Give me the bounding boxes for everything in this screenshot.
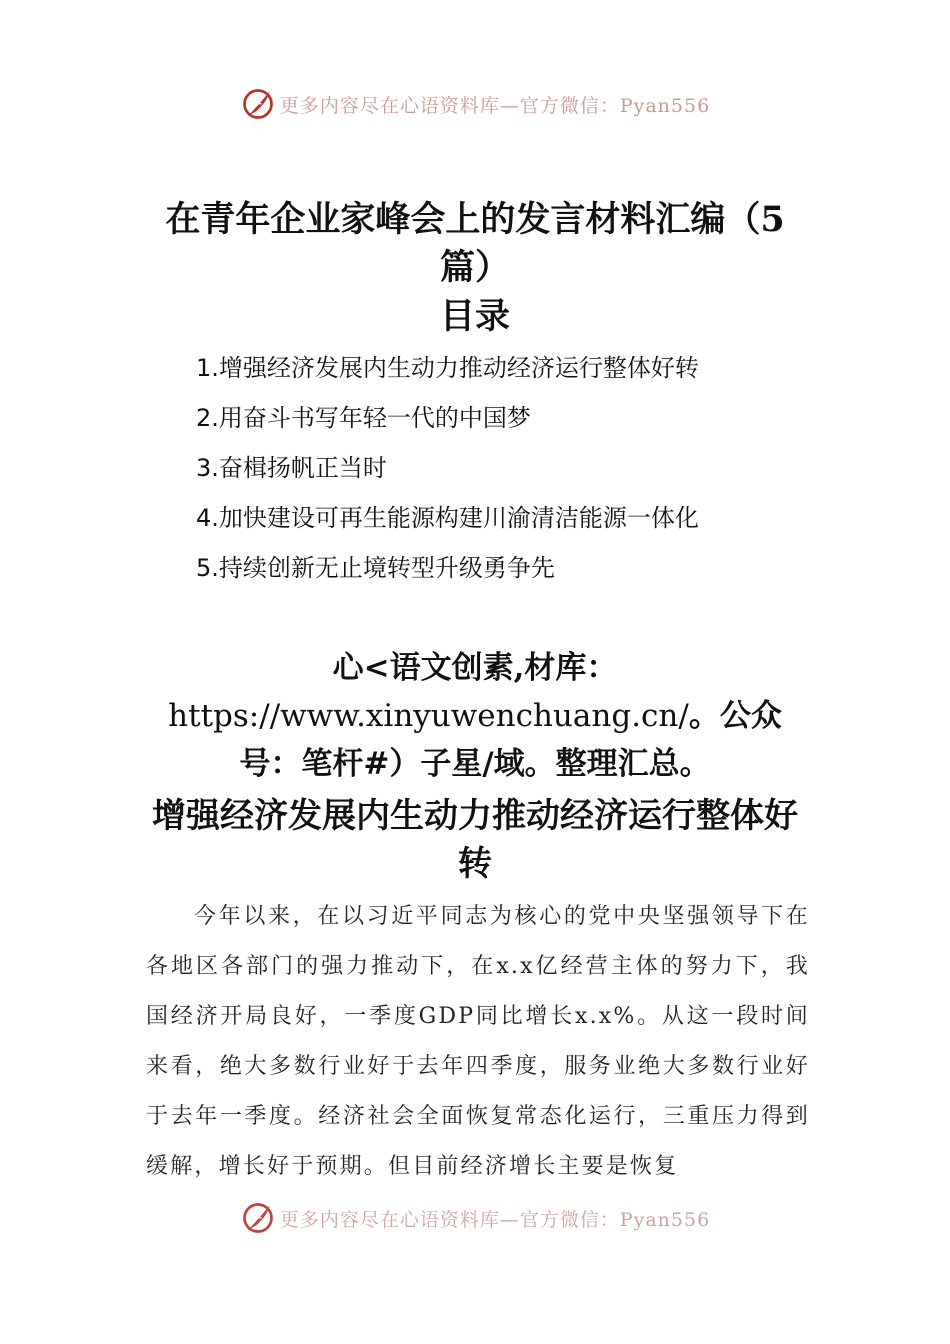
body-paragraph: 今年以来，在以习近平同志为核心的党中央坚强领导下在各地区各部门的强力推动下，在x.x亿经营主体的努力下，我国经济开局良好，一季度GDP同比增长x.x%。从这一段时间来看，绝大多数行业好于去年四季度，服务业绝大多数行业好于去年一季度。经济社会全面恢复常态化运行，三重压力得到缓解，增长好于预期。但目前经济增长主要是恢复	[146, 904, 810, 1179]
notice-part-3: 。公众号：笔杆#）子星/域。整理汇总。	[239, 698, 782, 782]
table-of-contents	[196, 346, 699, 596]
section-title: 增强经济发展内生动力推动经济运行整体好转	[152, 796, 798, 884]
footer-watermark-banner	[0, 1200, 950, 1236]
toc-item: 5.持续创新无止境转型升级勇争先	[196, 554, 555, 582]
watermark-text: 更多内容尽在心语资料库—官方微信：Pyan556	[279, 1208, 711, 1231]
notice-url: https://www.xinyuwenchuang.cn/	[168, 698, 689, 734]
quill-pen-seal-icon	[240, 1200, 276, 1236]
notice-part-1: 心<语文创素,材库：	[332, 650, 618, 686]
document-title: 在青年企业家峰会上的发言材料汇编（5篇）	[165, 199, 785, 288]
toc-heading: 目录	[439, 296, 510, 337]
toc-item: 3.奋楫扬帆正当时	[196, 454, 387, 482]
source-notice	[150, 644, 800, 788]
toc-item: 1.增强经济发展内生动力推动经济运行整体好转	[196, 354, 699, 382]
header-watermark-banner	[0, 84, 950, 124]
quill-pen-seal-icon	[240, 86, 276, 122]
toc-item: 2.用奋斗书写年轻一代的中国梦	[196, 404, 531, 432]
watermark-text: 更多内容尽在心语资料库—官方微信：Pyan556	[279, 94, 711, 117]
toc-item: 4.加快建设可再生能源构建川渝清洁能源一体化	[196, 504, 699, 532]
